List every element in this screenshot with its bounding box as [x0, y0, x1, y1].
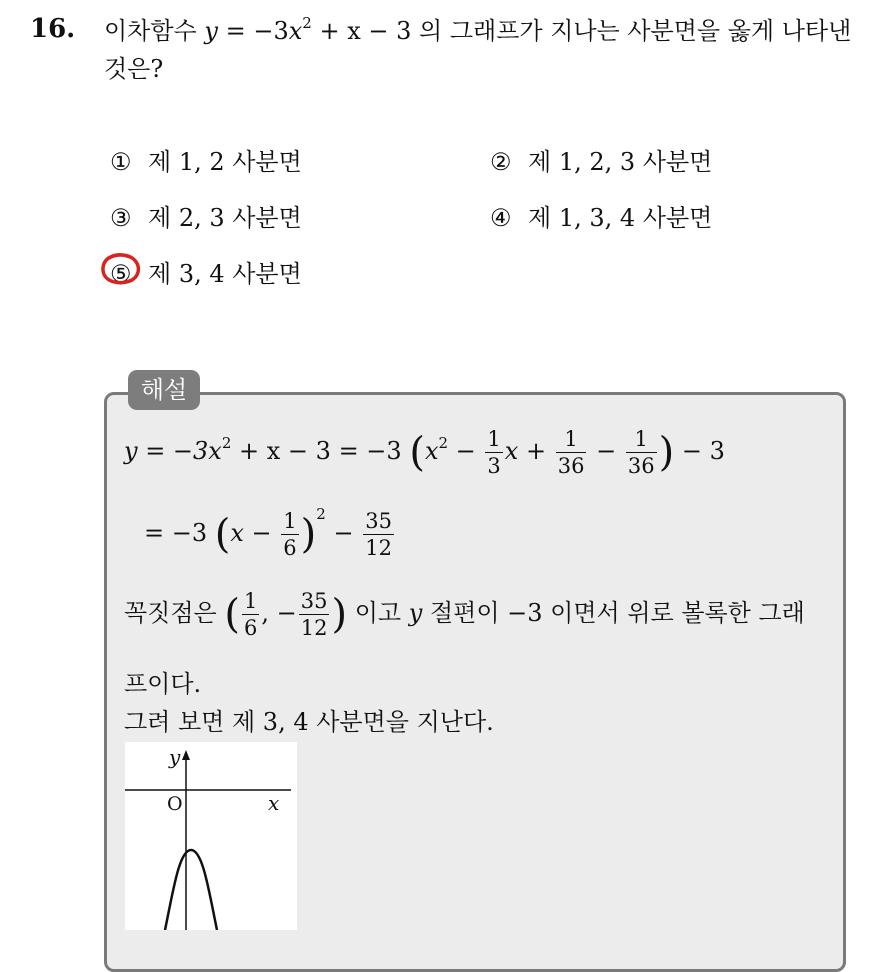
left-paren: ( [214, 511, 231, 558]
denominator: 3 [487, 454, 501, 478]
denominator: 12 [365, 536, 392, 560]
y-axis-arrow [182, 750, 190, 760]
denominator: 36 [557, 454, 585, 478]
right-paren: ) [658, 429, 675, 476]
question-text-end: 의 그래프가 지나는 사분면을 옳게 나타낸 [419, 17, 852, 45]
var-y: y [408, 599, 423, 627]
choice-marker: ③ [110, 204, 132, 232]
choice-marker: ⑤ [110, 260, 132, 288]
eq1-inner-exponent: 2 [438, 434, 449, 452]
choice-text: 제 2, 3 사분면 [148, 204, 302, 232]
fraction-35-12 [363, 508, 394, 561]
choice-2[interactable] [490, 142, 712, 177]
denominator: 6 [244, 616, 258, 640]
right-paren: ) [331, 591, 348, 638]
solution-tag: 해설 [128, 370, 200, 410]
fraction-1-36-a [556, 426, 587, 479]
numerator: 1 [487, 427, 501, 451]
fraction-1-3 [485, 426, 502, 479]
vertex-text-2: 이고 [354, 599, 402, 627]
numerator: 35 [365, 509, 392, 533]
var-x: x [288, 17, 303, 45]
eq2-inner: x − [230, 519, 272, 547]
choice-4[interactable] [490, 198, 712, 233]
fraction-1-6 [281, 508, 298, 561]
fraction-1-36-b [626, 426, 657, 479]
numerator: 1 [626, 426, 657, 453]
exponent: 2 [302, 14, 312, 32]
question-line-1 [104, 12, 864, 50]
answer-circle-mark [100, 252, 142, 288]
solution-equation-1 [124, 426, 725, 479]
eq1-var-x: x [424, 437, 439, 465]
eq1-left: y = −3x [124, 437, 222, 465]
vertex-text-3: 절편이 −3 이면서 위로 볼록한 그래 [429, 599, 805, 627]
eq1-mid: + x − 3 = −3 [239, 437, 402, 465]
origin-label: O [167, 793, 183, 815]
denominator: 6 [283, 536, 297, 560]
solution-line-vertex [124, 588, 805, 641]
question-text [104, 12, 864, 88]
parabola-graph [125, 742, 297, 930]
solution-line-4: 프이다. [124, 670, 202, 698]
eq-part: = −3 [225, 17, 289, 45]
choice-text: 제 1, 2 사분면 [148, 148, 302, 176]
eq1-exponent: 2 [221, 434, 232, 452]
x-axis-label: x [268, 791, 280, 815]
choice-marker: ① [110, 148, 132, 176]
eq1-minus: − [455, 437, 476, 465]
solution-line-5: 그려 보면 제 3, 4 사분면을 지난다. [124, 708, 494, 736]
eq2-exponent: 2 [316, 505, 326, 523]
question-line-2: 것은? [104, 55, 164, 83]
fraction-35-12-vertex [299, 588, 330, 641]
choice-text: 제 1, 2, 3 사분면 [528, 148, 713, 176]
eq-rest: + x − 3 [319, 17, 412, 45]
fraction-1-6-vertex [242, 588, 259, 641]
var-y: y [204, 17, 218, 45]
denominator: 36 [627, 454, 655, 478]
eq1-tail: − 3 [681, 437, 725, 465]
y-axis-label: y [169, 745, 181, 769]
solution-equation-2 [144, 505, 396, 561]
numerator: 35 [300, 589, 328, 613]
question-text-start: 이차함수 [104, 17, 197, 45]
choice-marker: ④ [490, 204, 512, 232]
numerator: 1 [556, 426, 587, 453]
left-paren: ( [409, 429, 425, 476]
choice-3[interactable] [110, 198, 302, 233]
choice-text: 제 1, 3, 4 사분면 [528, 204, 713, 232]
vertex-text: 꼭짓점은 [124, 599, 217, 627]
eq1-x-plus: x + [504, 437, 547, 465]
comma: , − [261, 599, 297, 627]
question-number: 16. [30, 14, 76, 44]
eq1-minus-2: − [596, 437, 617, 465]
numerator: 1 [244, 589, 258, 613]
choice-marker: ② [490, 148, 512, 176]
right-paren: ) [300, 511, 317, 558]
choice-text: 제 3, 4 사분면 [148, 260, 302, 288]
denominator: 12 [300, 616, 328, 640]
eq2-start: = −3 [144, 519, 208, 547]
eq2-minus: − [333, 519, 354, 547]
parabola-curve [165, 850, 217, 930]
left-paren: ( [224, 591, 240, 638]
choice-1[interactable] [110, 142, 302, 177]
numerator: 1 [283, 509, 297, 533]
